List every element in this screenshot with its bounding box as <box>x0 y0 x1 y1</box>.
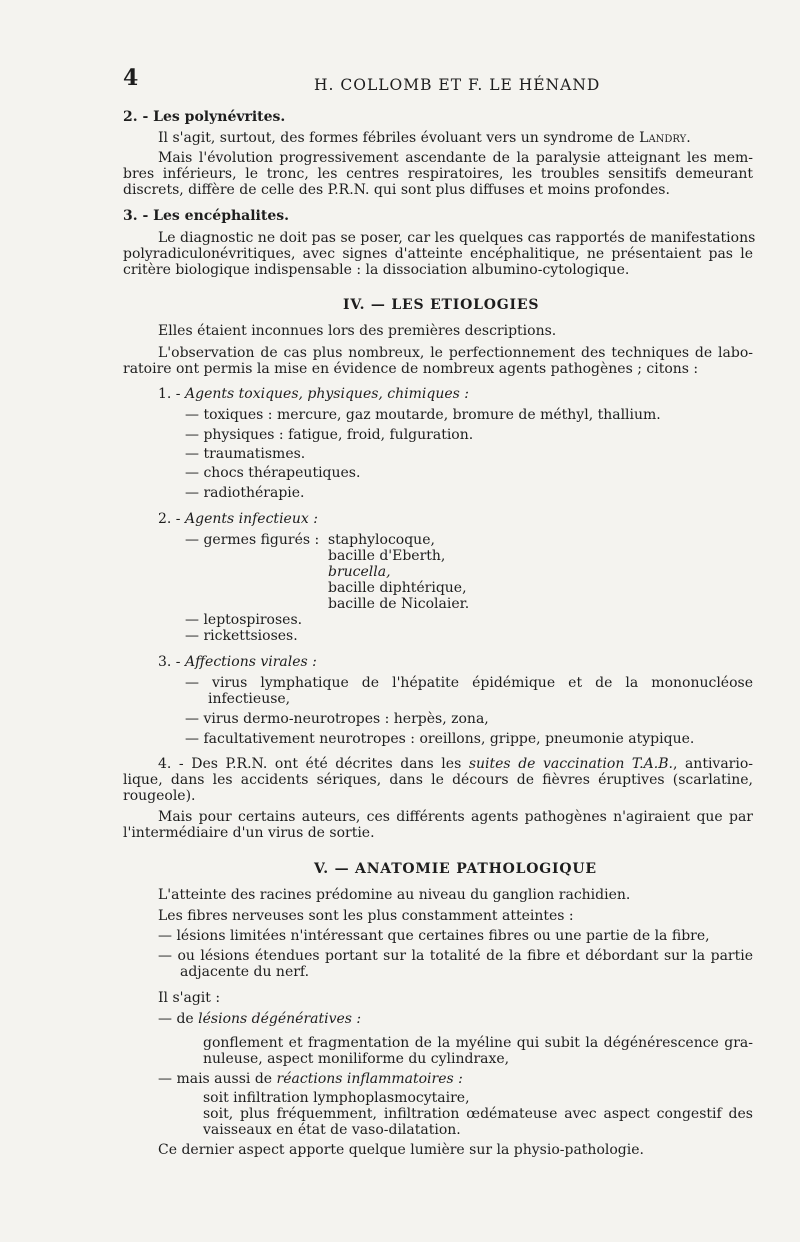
paragraph-line: soit, plus fréquemment, infiltration œdémateuse avec aspect congestif des <box>203 1106 753 1122</box>
list-item: — rickettsioses. <box>185 628 298 644</box>
list-item: — ou lésions étendues portant sur la totalité de la fibre et débordant sur la partie <box>158 948 753 964</box>
paragraph-line: bres inférieurs, le tronc, les centres respiratoires, les troubles sensitifs demeurant <box>123 166 753 182</box>
list-heading: 2. - Agents infectieux : <box>158 511 318 527</box>
paragraph-line: lique, dans les accidents sériques, dans le décours de fièvres éruptives (scarlatine, <box>123 772 753 788</box>
list-item: — traumatismes. <box>185 446 306 462</box>
list-item: — virus dermo-neurotropes : herpès, zona, <box>185 711 489 727</box>
list-item: — radiothérapie. <box>185 485 305 501</box>
list-item: — germes figurés : <box>185 532 320 548</box>
paragraph-line: L'atteinte des racines prédomine au niveau du ganglion rachidien. <box>158 887 631 903</box>
list-item: — physiques : fatigue, froid, fulguration. <box>185 427 474 443</box>
list-item: — leptospiroses. <box>185 612 303 628</box>
running-title: H. COLLOMB ET F. LE HÉNAND <box>314 76 601 94</box>
paragraph-line: polyradiculonévritiques, avec signes d'atteinte encéphalitique, ne présentaient pas le <box>123 246 753 262</box>
paragraph-line: Les fibres nerveuses sont les plus constamment atteintes : <box>158 908 574 924</box>
paragraph-line: ratoire ont permis la mise en évidence de nombreux agents pathogènes ; citons : <box>123 361 699 377</box>
list-heading: 1. - Agents toxiques, physiques, chimiques : <box>158 386 470 402</box>
list-item: infectieuse, <box>208 691 291 707</box>
paragraph-line: Ce dernier aspect apporte quelque lumière sur la physio-pathologie. <box>158 1142 644 1158</box>
paragraph-line: l'intermédiaire d'un virus de sortie. <box>123 825 375 841</box>
germ-item: staphylocoque, <box>328 532 435 548</box>
paragraph-line: L'observation de cas plus nombreux, le perfectionnement des techniques de labo- <box>158 345 753 361</box>
list-item: — facultativement neurotropes : oreillons, grippe, pneumonie atypique. <box>185 731 695 747</box>
paragraph-line: vaisseaux en état de vaso-dilatation. <box>203 1122 461 1138</box>
germ-item: bacille de Nicolaier. <box>328 596 470 612</box>
paragraph-line: Le diagnostic ne doit pas se poser, car les quelques cas rapportés de manifestations <box>158 230 756 246</box>
section-title-polynevrites: 2. - Les polynévrites. <box>123 109 286 125</box>
paragraph-line: Mais pour certains auteurs, ces différents agents pathogènes n'agiraient que par <box>158 809 753 825</box>
paragraph-line: Il s'agit : <box>158 990 221 1006</box>
paragraph-line: discrets, diffère de celle des P.R.N. qui sont plus diffuses et moins profondes. <box>123 182 670 198</box>
page-number: 4 <box>123 65 139 91</box>
heading-anatomie: V. — ANATOMIE PATHOLOGIQUE <box>314 861 597 877</box>
list-item: adjacente du nerf. <box>180 964 310 980</box>
author-name: Landry <box>639 130 687 146</box>
list-item: — mais aussi de réactions inflammatoires : <box>158 1071 463 1087</box>
paragraph-line: 4. - Des P.R.N. ont été décrites dans les suites de vaccination T.A.B., antivario- <box>158 756 754 772</box>
paragraph-line: rougeole). <box>123 788 196 804</box>
section-title-encephalites: 3. - Les encéphalites. <box>123 208 290 224</box>
paragraph-line: Mais l'évolution progressivement ascendante de la paralysie atteignant les mem- <box>158 150 753 166</box>
paragraph-line: soit infiltration lymphoplasmocytaire, <box>203 1090 470 1106</box>
list-item: — de lésions dégénératives : <box>158 1011 362 1027</box>
list-item: — chocs thérapeutiques. <box>185 465 361 481</box>
list-item: — virus lymphatique de l'hépatite épidémique et de la mononucléose <box>185 675 753 691</box>
paragraph-line: Elles étaient inconnues lors des premières descriptions. <box>158 323 557 339</box>
paragraph-line: gonflement et fragmentation de la myéline qui subit la dégénérescence gra- <box>203 1035 753 1051</box>
list-item: — toxiques : mercure, gaz moutarde, bromure de méthyl, thallium. <box>185 407 661 423</box>
heading-etiologies: IV. — LES ETIOLOGIES <box>343 297 540 313</box>
germ-item: bacille diphtérique, <box>328 580 467 596</box>
list-item: — lésions limitées n'intéressant que certaines fibres ou une partie de la fibre, <box>158 928 710 944</box>
germ-item: brucella, <box>328 564 391 580</box>
paragraph-line: critère biologique indispensable : la dissociation albumino-cytologique. <box>123 262 630 278</box>
list-heading: 3. - Affections virales : <box>158 654 317 670</box>
paragraph-line: nuleuse, aspect moniliforme du cylindraxe, <box>203 1051 510 1067</box>
germ-item: bacille d'Eberth, <box>328 548 446 564</box>
paragraph-line: Il s'agit, surtout, des formes fébriles évoluant vers un syndrome de Landry. <box>158 130 691 146</box>
